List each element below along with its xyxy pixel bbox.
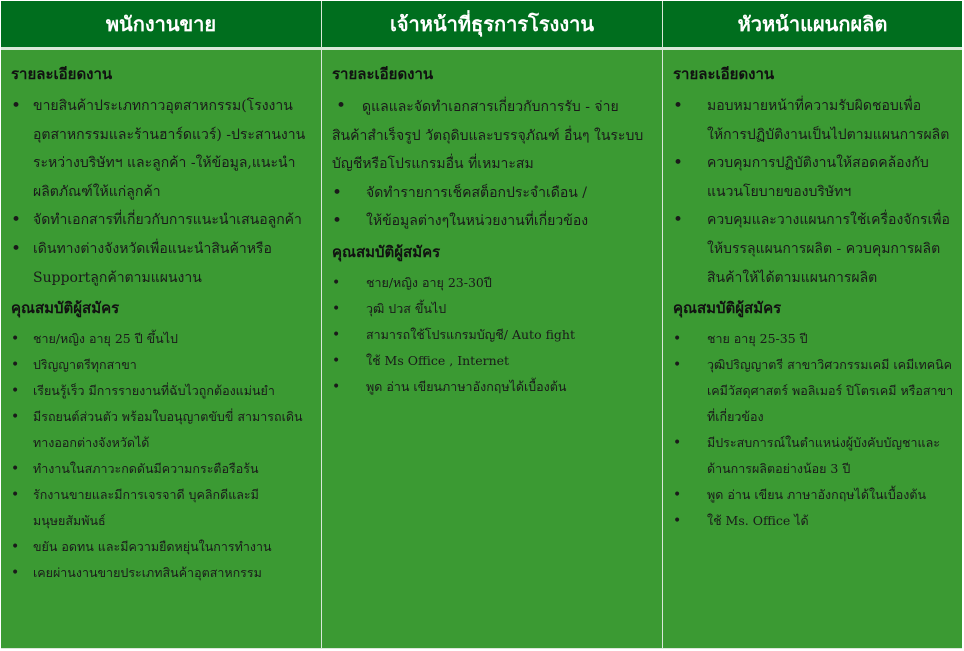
list-item: • ใช้ Ms. Office ได้	[673, 508, 954, 534]
list-item: • สามารถใช้โปรแกรมบัญชี/ Auto fight	[332, 322, 654, 348]
details-text: ดูแลและจัดทำเอกสารเกี่ยวกับการรับ - จ่าย สินค้าสำเร็จรูป วัตถุดิบและบรรจุภัณฑ์ อื่นๆ ในระบบบัญชีหรือโปรแกรมอื่น ที่เหมาะสม	[332, 99, 644, 173]
list-item: • เดินทางต่างจังหวัดเพื่อแนะนำสินค้าหรือ Supportลูกค้าตามแผนงาน	[11, 235, 313, 292]
qualifications-list	[11, 326, 313, 586]
header-factory-admin: เจ้าหน้าที่ธุรการโรงงาน	[322, 1, 662, 49]
list-item: • ปริญญาตรีทุกสาขา	[11, 352, 313, 378]
job-table	[1, 1, 962, 649]
list-item: • พูด อ่าน เขียนภาษาอังกฤษได้เบื้องต้น	[332, 374, 654, 400]
list-item: • ชาย อายุ 25-35 ปี	[673, 326, 954, 352]
qualifications-title: คุณสมบัติผู้สมัคร	[673, 299, 782, 318]
list-item: • พูด อ่าน เขียน ภาษาอังกฤษได้ในเบื้องต้น	[673, 482, 954, 508]
details-list	[673, 92, 954, 292]
bullet-icon: •	[336, 96, 347, 116]
qualifications-list	[673, 326, 954, 534]
details-title: รายละเอียดงาน	[673, 65, 775, 83]
column-sales	[1, 50, 321, 648]
details-title: รายละเอียดงาน	[11, 65, 113, 83]
header-production-head: หัวหน้าแผนกผลิต	[663, 1, 962, 49]
list-item: • เคยผ่านงานขายประเภทสินค้าอุตสาหกรรม	[11, 560, 313, 586]
qualifications-list	[332, 270, 654, 400]
list-item: • ควบคุมการปฏิบัติงานให้สอดคล้องกับแนวนโยบายของบริษัทฯ	[673, 149, 954, 206]
column-factory-admin	[322, 50, 662, 648]
column-production-head	[663, 50, 962, 648]
list-item: • เรียนรู้เร็ว มีการรายงานที่ฉับไวถูกต้องแม่นยำ	[11, 378, 313, 404]
header-sales: พนักงานขาย	[1, 1, 321, 49]
list-item: • วุฒิ ปวส ขึ้นไป	[332, 296, 654, 322]
details-list	[11, 92, 313, 292]
qualifications-title: คุณสมบัติผู้สมัคร	[11, 299, 120, 318]
list-item: • รักงานขายและมีการเจรจาดี บุคลิกดีและมีมนุษยสัมพันธ์	[11, 482, 313, 534]
list-item: • ทำงานในสภาวะกดดันมีความกระตือรือร้น	[11, 456, 313, 482]
list-item: • ชาย/หญิง อายุ 23-30ปี	[332, 270, 654, 296]
details-paragraph	[332, 92, 654, 179]
list-item: • จัดทำเอกสารที่เกี่ยวกับการแนะนำเสนอลูกค้า	[11, 206, 313, 235]
details-list	[332, 179, 654, 236]
qualifications-title: คุณสมบัติผู้สมัคร	[332, 242, 441, 261]
list-item: • วุฒิปริญญาตรี สาขาวิศวกรรมเคมี เคมีเทคนิค เคมีวัสดุศาสตร์ พอลิเมอร์ ปิโตรเคมี หรือสาขาที่เกี่ยวข้อง	[673, 352, 954, 430]
list-item: • มีรถยนต์ส่วนตัว พร้อมใบอนุญาตขับขี่ สามารถเดินทางออกต่างจังหวัดได้	[11, 404, 313, 456]
list-item: • จัดทำรายการเช็คสต็อกประจำเดือน /	[332, 179, 654, 208]
details-title: รายละเอียดงาน	[332, 65, 434, 83]
list-item: • ควบคุมและวางแผนการใช้เครื่องจักรเพื่อให้บรรลุแผนการผลิต - ควบคุมการผลิตสินค้าให้ได้ตามแผนการผลิต	[673, 206, 954, 292]
list-item: • ชาย/หญิง อายุ 25 ปี ขึ้นไป	[11, 326, 313, 352]
list-item: • ให้ข้อมูลต่างๆในหน่วยงานที่เกี่ยวข้อง	[332, 207, 654, 236]
list-item: • ขยัน อดทน และมีความยืดหยุ่นในการทำงาน	[11, 534, 313, 560]
list-item: • ใช้ Ms Office , Internet	[332, 348, 654, 374]
list-item: • มีประสบการณ์ในตำแหน่งผู้บังคับบัญชาและด้านการผลิตอย่างน้อย 3 ปี	[673, 430, 954, 482]
list-item: • มอบหมายหน้าที่ความรับผิดชอบเพื่อให้การปฏิบัติงานเป็นไปตามแผนการผลิต	[673, 92, 954, 149]
list-item: • ขายสินค้าประเภทกาวอุตสาหกรรม(โรงงานอุตสาหกรรมและร้านฮาร์ดแวร์) -ประสานงานระหว่างบริษัทฯ และลูกค้า -ให้ข้อมูล,แนะนำผลิตภัณฑ์ให้แก่ลูกค้า	[11, 92, 313, 206]
